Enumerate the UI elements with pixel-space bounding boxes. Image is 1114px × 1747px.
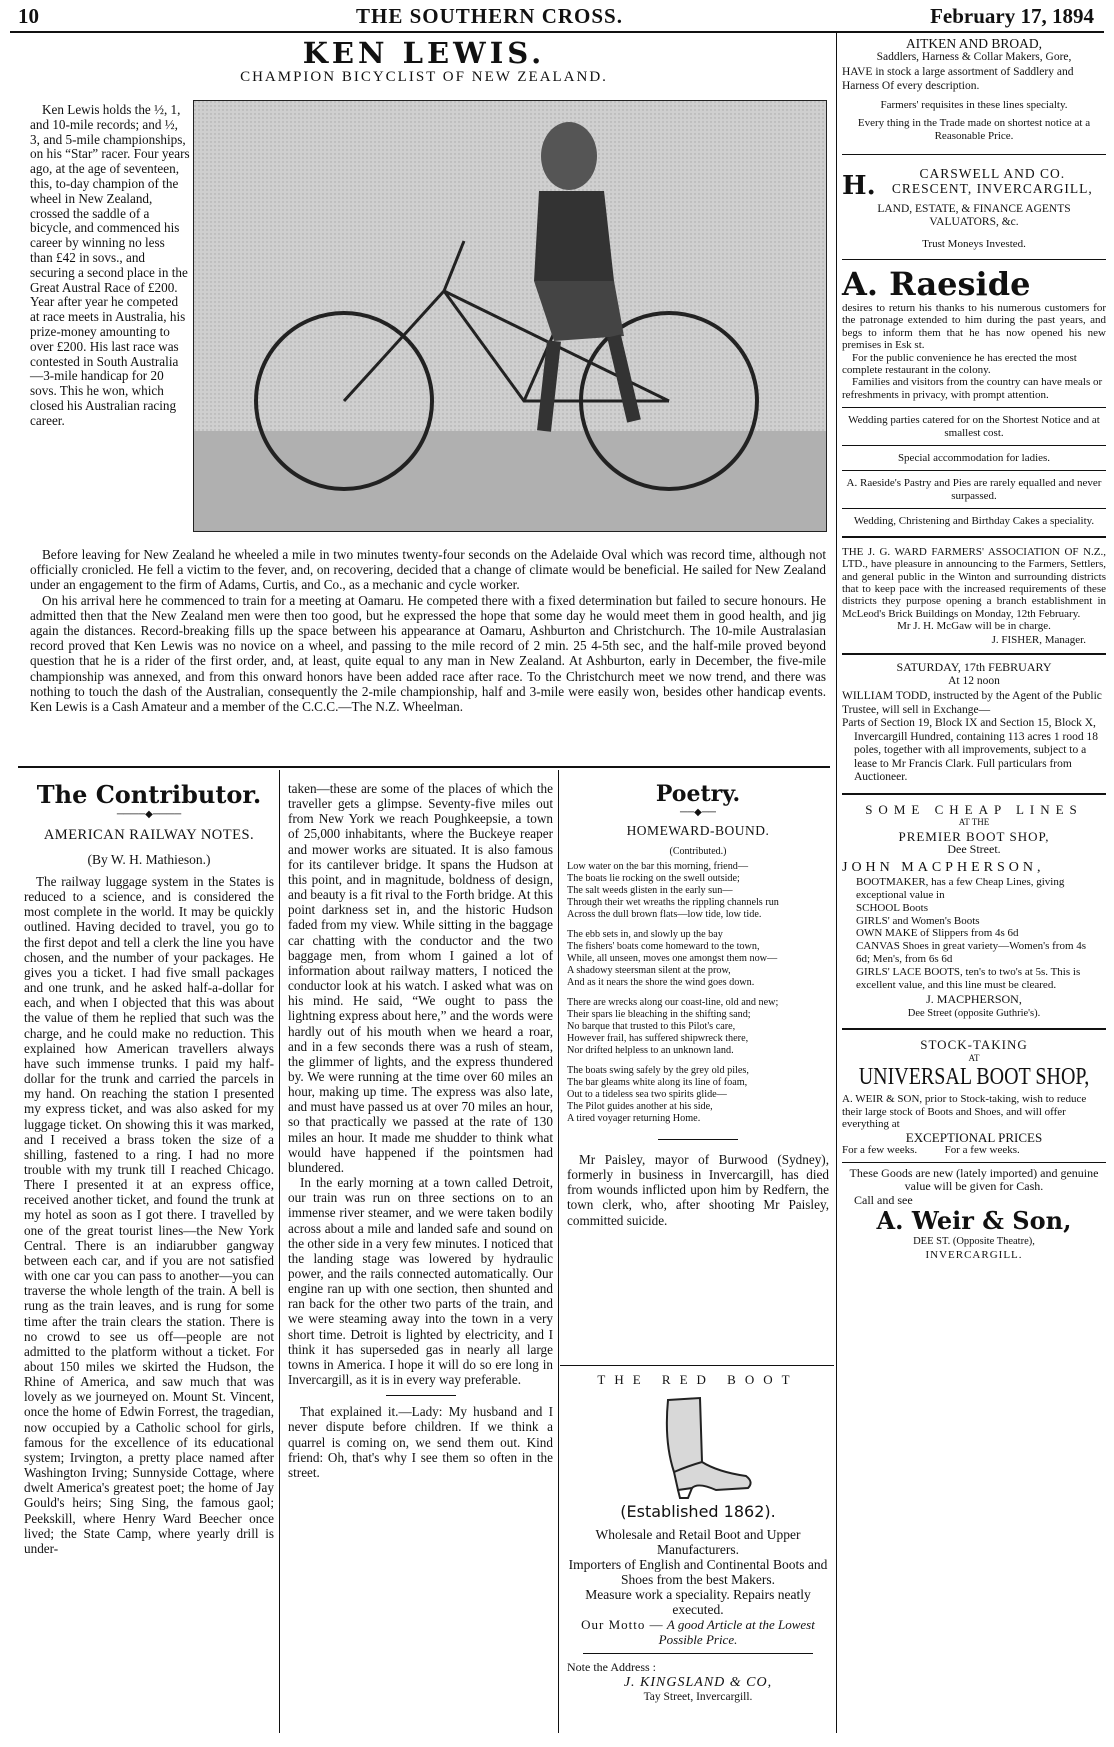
bicyclist-photo: [193, 100, 827, 532]
article-title: AMERICAN RAILWAY NOTES.: [43, 827, 255, 843]
premier-address: Dee Street (opposite Guthrie's).: [907, 1007, 1041, 1019]
poetry-heading: Poetry.: [655, 781, 741, 807]
carswell-initial: H.: [842, 170, 876, 199]
short-rule: [583, 1653, 813, 1654]
raeside-p5: Special accommodation for ladies.: [897, 452, 1051, 465]
boot-line-2: Importers of English and Continental Boots and Shoes from the best Makers.: [568, 1557, 828, 1587]
feature-bottom-rule: [18, 766, 830, 768]
ad-rule: [842, 407, 1106, 408]
sale-time: At 12 noon: [948, 674, 1000, 687]
boot-line-1: Wholesale and Retail Boot and Upper Manufacturers.: [595, 1527, 801, 1557]
kingsland-name: J. KINGSLAND & CO,: [623, 1675, 773, 1690]
ad-rule: [842, 793, 1106, 795]
ad-rule: [842, 536, 1106, 538]
weir-goods: These Goods are new (lately imported) and genuine value will be given for Cash.: [849, 1165, 1099, 1194]
news-item: Mr Paisley, mayor of Burwood (Sydney), formerly in business in Invercargill, has died from wounds inflicted upon him by Redfern, the town clerk, who, after shooting Mr Paisley, committed suicide.: [567, 1152, 829, 1228]
newspaper-title: THE SOUTHERN CROSS.: [356, 4, 623, 28]
ward-text: THE J. G. WARD FARMERS' ASSOCIATION OF N.Z., LTD., have pleasure in announcing to the Farmers, Settlers, and general public in the Winton and surrounding districts that to keep pace with the increased requirements of these districts they purpose opening a branch establishment in McLeod's Brick Buildings on Monday, 12th February.: [842, 545, 1106, 620]
aitken-name: AITKEN AND BROAD,: [905, 36, 1043, 51]
column-rule-2: [558, 770, 559, 1733]
header-rule: [10, 31, 1104, 33]
premier-item: SCHOOL Boots: [856, 901, 929, 914]
established-line: (Established 1862).: [620, 1502, 776, 1521]
weir-shop: UNIVERSAL BOOT SHOP,: [858, 1064, 1090, 1091]
address-note: Note the Address :: [567, 1660, 656, 1674]
ward-signature: J. FISHER, Manager.: [991, 633, 1086, 646]
poem-stanza: Low water on the bar this morning, friend— The boats lie rocking on the swell outside; The salt weeds glisten in the early sun— Through their wet wreaths the rippling channels run Across the dull brown flats—low tide, low tide.: [567, 861, 779, 920]
aitken-trade-line: Every thing in the Trade made on shortest notice at a Reasonable Price.: [857, 116, 1091, 142]
raeside-p3: Families and visitors from the country can have meals or refreshments in privacy, with prompt attention.: [842, 376, 1103, 401]
feature-subtitle: CHAMPION BICYCLIST OF NEW ZEALAND.: [240, 69, 608, 85]
short-rule: [658, 1139, 738, 1140]
carswell-name: CARSWELL AND CO.: [919, 166, 1066, 181]
raeside-p2: For the public convenience he has erected the most complete restaurant in the colony.: [842, 351, 1077, 377]
premier-item: OWN MAKE of Slippers from 4s 6d: [856, 927, 1019, 940]
ad-rule: [842, 154, 1106, 155]
poem-stanza: There are wrecks along our coast-line, old and new; Their spars lie bleaching in the shifting sand; No barque that trusted to this Pilot's care, However frail, has suffered shipwreck there, Nor drifted helpless to an unknown land.: [567, 997, 779, 1056]
carswell-line: LAND, ESTATE, & FINANCE AGENTS VALUATORS, &c.: [877, 202, 1071, 228]
raeside-p1: desires to return his thanks to his numerous customers for the patronage extended to him during the past years, and begs to inform them that he has now opened his new premises in Esk st.: [842, 302, 1106, 352]
raeside-name: A. Raeside: [842, 265, 1031, 303]
weir-title: STOCK-TAKING: [920, 1037, 1028, 1053]
premier-item: GIRLS' and Women's Boots: [856, 914, 980, 927]
contributor-column: [24, 781, 274, 1556]
ad-rule: [842, 470, 1106, 471]
ad-rule: [842, 653, 1106, 655]
red-boot-ad: [567, 1372, 829, 1703]
kingsland-address: Tay Street, Invercargill.: [643, 1691, 753, 1703]
premier-shop: PREMIER BOOT SHOP,: [898, 828, 1050, 844]
article-column-1: The railway luggage system in the States is reduced to a science, and is considered the most complete in the world. It may be quickly outlined. Having decided to travel, you go to the first depot and tell a clerk the line you have chosen, and the number of your packages. He gives you a ticket. I had five small packages and one trunk, and he asked half-a-dollar for each, and when I objected that this was about the value of them he replied that such was the charge, and he could make no reduction. This explained how American travellers always have such immense trunks. I paid my half-dollar for the trunk and carried the parcels in my hand. On reaching the station I presented my express ticket, and was also asked for my luggage ticket. On showing this it was marked, and I received a brass token the size of a shilling, fastened to a ring. I had no more trouble with my trunk till I reached Chicago. There I presented it at an express office, received another ticket, and found the trunk at my hotel as soon as I got there. I travelled by one of the great tourist lines—the New York Central. There is an indiarubber gangway between each car, and if you are not satisfied with one car you can pass to another—you can traverse the whole length of the train. A bell is rung as the train leaves, and is rung for some time after the train clears the station. There is no crowd to see us off—people are not admitted to the platform without a ticket. For about 150 miles we skirted the Hudson, the Rhine of America, and saw much that was lovely as we journeyed on. Mount St. Vincent, once the home of Edwin Forrest, the tragedian, now occupied by a Catholic school for girls, famous for the excellence of its educational system; Irvington, a pretty place named after Washington Irving; Sunnyside Cottage, where dwelt America's greatest poet; the home of Jay Gould's heirs; Sing Sing, the famous gaol; Peekskill, where Henry Ward Beecher once lived; the State Camp, where yearly drill is under-: [24, 874, 274, 1556]
feature-sidebar-text: [30, 103, 190, 429]
ornament-divider: ────◆────: [116, 809, 182, 820]
ads-column: [842, 37, 1106, 1262]
ad-rule: [842, 508, 1106, 509]
feature-body: [30, 547, 826, 714]
feature-left-paragraph: Ken Lewis holds the ½, 1, and 10-mile records; and ½, 3, and 5-mile championships, on his “Star” racer. Four years ago, at the age of seventeen, this, to-day champion of the wheel in New Zealand, crossed the saddle of a bicycle, and commenced his career by winning no less than £42 in sovs., and securing a second place in the Great Austral Race of £200. Year after year he competed at race meets in Australia, his prize-money amounting to over £200. His last race was contested in South Australia—3-mile handicap for 20 sovs. This he won, which closed his Australian racing career.: [30, 102, 190, 428]
article-byline: (By W. H. Mathieson.): [87, 852, 211, 867]
aitken-trade: Saddlers, Harness & Collar Makers, Gore,: [876, 50, 1072, 63]
premier-title: SOME CHEAP LINES: [865, 801, 1083, 817]
weir-at: AT: [968, 1052, 980, 1063]
page-number: 10: [18, 4, 39, 28]
poem-stanza: The boats swing safely by the grey old piles, The bar gleams white along its line of foam, Out to a tideless sea two spirits glide— The Pilot guides another at his side, A tired voyager returning Home.: [567, 1065, 749, 1124]
boot-icon: [638, 1392, 758, 1500]
poem-stanza: The ebb sets in, and slowly up the bay The fishers' boats come homeward to the town, While, all unseen, moves one amongst them now— A shadowy steersman silent at the prow, And as it nears the shore the wind goes down.: [567, 929, 778, 988]
weir-weeks: For a few weeks. For a few weeks.: [842, 1144, 1020, 1157]
motto-text: A good Article at the Lowest Possible Price.: [658, 1617, 815, 1647]
issue-date: February 17, 1894: [930, 4, 1094, 28]
contributor-heading: The Contributor.: [36, 780, 262, 809]
aitken-text: HAVE in stock a large assortment of Saddlery and Harness Of every description.: [842, 66, 1074, 92]
page-header: [0, 0, 1114, 30]
weir-call: Call and see: [854, 1192, 913, 1207]
short-rule: [386, 1395, 456, 1396]
ad-rule: [842, 1162, 1106, 1163]
poetry-column: [567, 781, 829, 1228]
feature-title: KEN LEWIS.: [302, 36, 546, 70]
premier-list: [842, 874, 1106, 991]
feature-headline: [18, 37, 830, 86]
carswell-trust: Trust Moneys Invested.: [922, 237, 1026, 250]
poetry-divider: ──◆──: [679, 807, 717, 818]
red-boot-title: THE RED BOOT: [597, 1372, 799, 1387]
sale-parts: Parts of Section 19, Block IX and Section 15, Block X, Invercargill Hundred, containing 113 acres 1 rood 18 poles, together with all improvements, subject to a lease to Mr Francis Clark. Full particulars from Auctioneer.: [842, 717, 1098, 784]
ad-rule: [842, 1028, 1106, 1030]
premier-name: JOHN MACPHERSON,: [842, 859, 1045, 875]
sale-text: WILLIAM TODD, instructed by the Agent of the Public Trustee, will sell in Exchange—: [842, 690, 1102, 716]
motto-label: Our Motto —: [581, 1617, 664, 1632]
carswell-place: CRESCENT, INVERCARGILL,: [891, 181, 1093, 196]
boot-line-3: Measure work a speciality. Repairs neatly executed.: [585, 1587, 811, 1617]
article-column-2b: In the early morning at a town called Detroit, our train was run on three sections on to an immense river steamer, and we were taken bodily across about a mile and landed safe and sound on the other side in a very few minutes. I noticed that the landing stage was lowered by hydraulic power, and the rails connected automatically. Our engine ran up with one section, then shunted and ran back for the other two parts of the train, and we were steaming away into the town in a very short time. Detroit is lighted by electricity, and I think it has superseded gas in nearly all large towns in America. I hope it will do so ere long in Invercargill, as it is in every way preferable.: [288, 1175, 553, 1388]
poem-credit: (Contributed.): [669, 846, 727, 857]
premier-signature: J. MACPHERSON,: [926, 992, 1022, 1007]
poem-title: HOMEWARD-BOUND.: [626, 823, 770, 838]
weir-address: DEE ST. (Opposite Theatre),: [913, 1236, 1035, 1248]
premier-intro: BOOTMAKER, has a few Cheap Lines, giving exceptional value in: [856, 876, 1065, 901]
ward-agent: Mr J. H. McGaw will be in charge.: [897, 620, 1051, 633]
weir-city: INVERCARGILL.: [925, 1248, 1023, 1261]
sale-date: SATURDAY, 17th FEBRUARY: [896, 660, 1052, 675]
contributor-column-2: [288, 781, 553, 1480]
column-rule-right: [836, 33, 837, 1733]
raeside-p4: Wedding parties catered for on the Shortest Notice and at smallest cost.: [848, 414, 1100, 439]
feature-paragraph-1: Before leaving for New Zealand he wheeled a mile in two minutes twenty-four seconds on the Adelaide Oval which was record time, although not officially cronicled. He fell a victim to the fever, and, on recovering, decided that a change of climate would be beneficial. He sailed for New Zealand under an engagement to the firm of Adams, Curtis, and Co., as a mechanic and cycle worker.: [30, 547, 826, 593]
weir-prices: EXCEPTIONAL PRICES: [905, 1129, 1043, 1145]
ad-rule: [842, 445, 1106, 446]
column-rule-1: [279, 770, 280, 1733]
weir-name: A. Weir & Son,: [876, 1206, 1072, 1236]
ad-rule: [842, 259, 1106, 260]
bicyclist-illustration: [194, 101, 826, 531]
joke-paragraph: That explained it.—Lady: My husband and I never dispute before children. If we think a quarrel is coming on, we send them out. Kind friend: Oh, that's why I see them so often in the street.: [288, 1404, 553, 1480]
weir-text: A. WEIR & SON, prior to Stock-taking, wish to reduce their large stock of Boots and Shoes, and will offer everything at: [842, 1093, 1087, 1131]
premier-item: GIRLS' LACE BOOTS, ten's to two's at 5s. This is excellent value, and this line must be cleared.: [856, 965, 1081, 991]
premier-item: CANVAS Shoes in great variety—Women's from 4s 6d; Men's, from 6s 6d: [856, 940, 1087, 965]
raeside-p7: Wedding, Christening and Birthday Cakes a speciality.: [853, 515, 1095, 528]
raeside-p6: A. Raeside's Pastry and Pies are rarely equalled and never surpassed.: [846, 477, 1102, 502]
aitken-requisites: Farmers' requisites in these lines specialty.: [880, 99, 1068, 111]
article-column-2a: taken—these are some of the places of which the traveller gets a glimpse. Seventy-five miles out from New York we reach Poughkeepsie, a town of 25,000 inhabitants, where the Buckeye reaper and mower works are situated. It is also famous for its cantilever bridge. It spans the Hudson at this point, and in magnitude, boldness of design, and beauty is a fit rival to the Forth bridge. At this point darkness set in, and the historic Hudson faded from my view. While sitting in the baggage car chatting with the conductor and the two baggage men, from whom I gained a lot of information about railway matters, I noticed the conductor look at his watch. I asked what was on his mind. He said, “We ought to pass the lightning express about here,” and the words were hardly out of his mouth when we heard a roar, and in a few seconds there was a rush of steam, the glimmer of lights, and the express thundered by. We were running at the time over 60 miles an hour, making up time. The express was also late, and must have passed us at over 70 miles an hour, so that practically we passed at the rate of 130 miles an hour. It made me shudder to think what would have happened if the pointsmen had blundered.: [288, 781, 553, 1175]
ad-border-top: [560, 1365, 834, 1366]
premier-street: Dee Street.: [947, 842, 1001, 857]
premier-at: AT THE: [958, 817, 990, 828]
feature-paragraph-2: On his arrival here he commenced to train for a meeting at Oamaru. He competed there with a fixed determination but failed to secure honours. He admitted then that the New Zealand men were then too good, but he expressed the hope that some day he would meet them in good health, and jig again the distances. Record-breaking fills up the space between his appearance at Oamaru, Ashburton and Christchurch. The 10-mile Australasian record proved that Ken Lewis was no novice on a wheel, and passing to the mile record of 2 min. 25 4-5th sec, and the half-mile proved beyond question that he is a rider of the first order, and, at least, quite equal to any man in New Zealand. At Ashburton, early in December, the five-mile championship was annexed, and from this onward honors have been added race after race. To the Christchurch meet we now trend, and there was nothing to touch the dash of the Australian, consequently the 2-mile championship, half and 3-mile were easily won, besides other handicap events. Ken Lewis is a Cash Amateur and a member of the C.C.C.—The N.Z. Wheelman.: [30, 592, 826, 715]
